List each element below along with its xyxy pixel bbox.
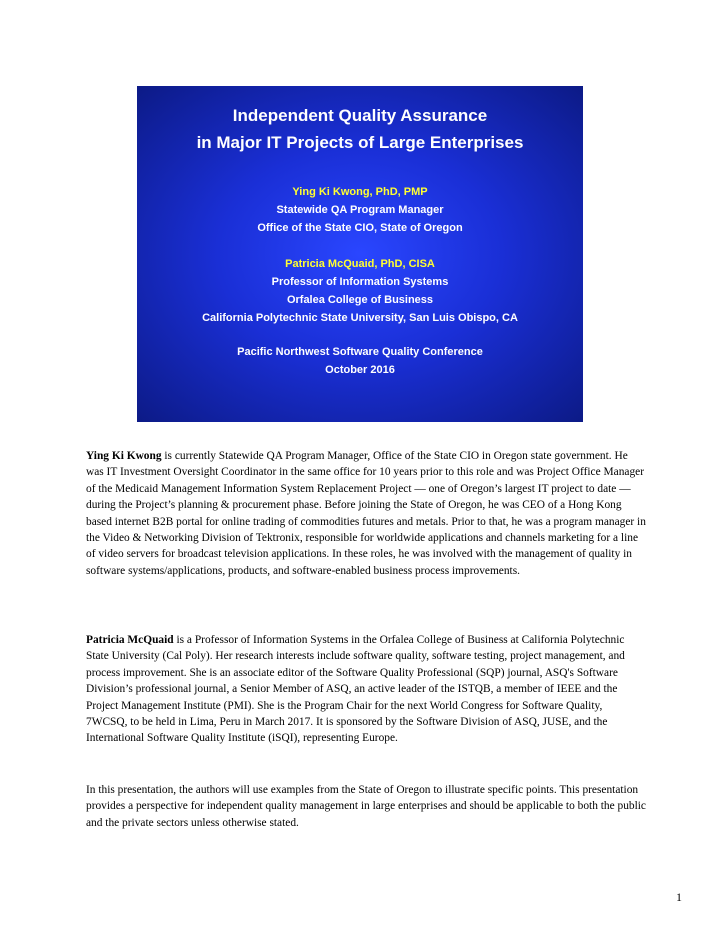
presentation-intro: [86, 782, 646, 831]
bio1-name: Ying Ki Kwong: [86, 450, 162, 462]
title-slide: [137, 86, 583, 422]
conference-date: October 2016: [325, 364, 395, 376]
bio1-text: is currently Statewide QA Program Manager, Office of the State CIO in Oregon state government. He was IT Investment Oversight Coordinator in the same office for 10 years prior to this role and was Project Office Manager of the Medicaid Management Information System Replacement Project — one of Oregon’s largest IT project to date — during the Project’s planning & procurement phase. Before joining the State of Oregon, he was CEO of a Hong Kong based internet B2B portal for online trading of commodities futures and metals. Prior to that, he was a program manager in the Video & Networking Division of Tektronix, responsible for worldwide applications and channels marketing for a line of video servers for broadcast television applications. In these roles, he was involved with the management of quality in software systems/applications, products, and software-enabled business process improvements.: [86, 450, 646, 577]
page-number: 1: [676, 890, 682, 904]
author2-block: [137, 255, 583, 327]
conference-name: Pacific Northwest Software Quality Conference: [237, 346, 483, 358]
author2-role: Professor of Information Systems: [271, 276, 449, 288]
author1-office: Office of the State CIO, State of Oregon: [257, 222, 463, 234]
bio2-name: Patricia McQuaid: [86, 634, 174, 646]
bio2-text: is a Professor of Information Systems in the Orfalea College of Business at California Polytechnic State University (Cal Poly). Her research interests include software quality, software testing, project management, and process improvement. She is an associate editor of the Software Quality Professional (SQP) journal, ASQ's Software Division’s professional journal, a Senior Member of ASQ, an active leader of the ISTQB, a member of IEEE and the Project Management Institute (PMI). She is the Program Chair for the next World Congress for Software Quality, 7WCSQ, to be held in Lima, Peru in March 2017. It is sponsored by the Software Division of ASQ, JUSE, and the International Software Quality Institute (iSQI), representing Europe.: [86, 634, 625, 745]
author1-block: [137, 183, 583, 237]
conference-block: [137, 343, 583, 379]
intro-text: In this presentation, the authors will use examples from the State of Oregon to illustrate specific points. This presentation provides a perspective for independent quality management in large enterprises and should be applicable to both the public and the private sectors unless otherwise stated.: [86, 784, 646, 829]
author1-name: Ying Ki Kwong, PhD, PMP: [292, 186, 428, 198]
slide-title: Independent Quality Assurance in Major IT Projects of Large Enterprises: [196, 106, 524, 152]
author2-name: Patricia McQuaid, PhD, CISA: [285, 258, 435, 270]
author1-role: Statewide QA Program Manager: [276, 204, 444, 216]
author2-university: California Polytechnic State University, San Luis Obispo, CA: [202, 312, 518, 324]
bio-ying-ki-kwong: [86, 448, 646, 579]
author2-college: Orfalea College of Business: [286, 294, 434, 306]
bio-patricia-mcquaid: [86, 632, 646, 747]
